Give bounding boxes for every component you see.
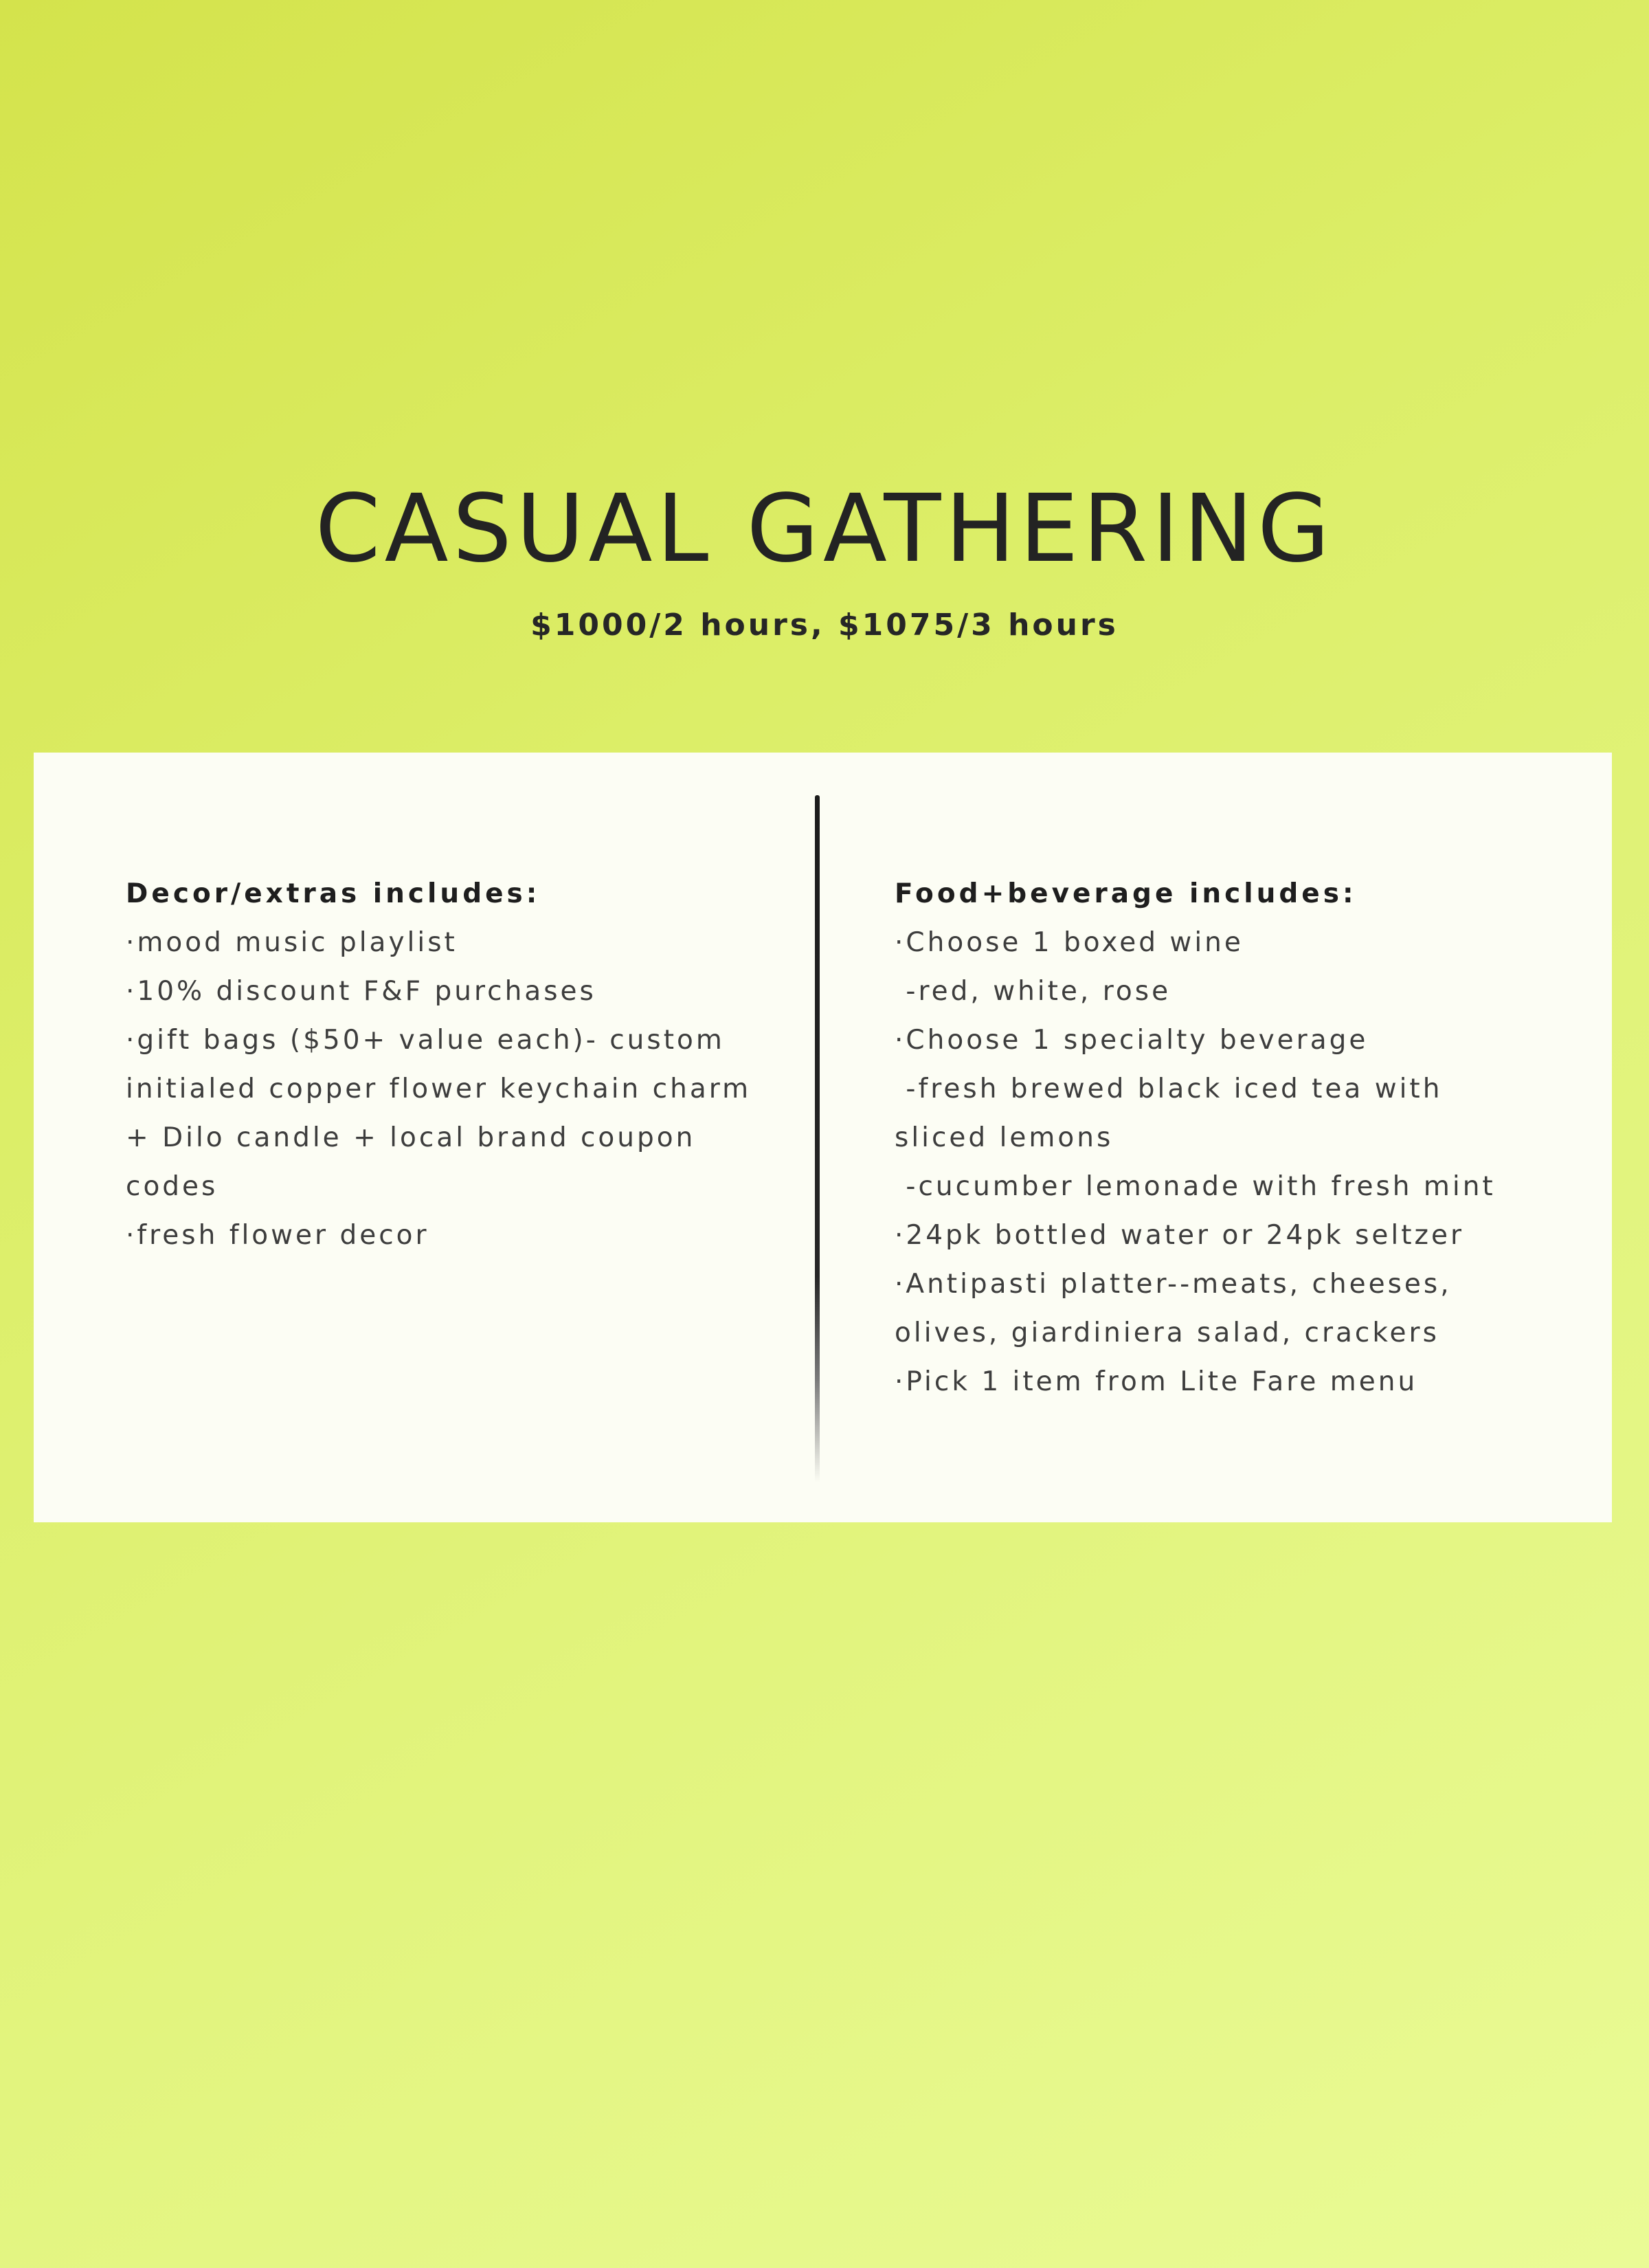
food-line: ·24pk bottled water or 24pk seltzer [895, 1220, 1465, 1251]
decor-line: ·mood music playlist [126, 927, 458, 958]
food-line: -fresh brewed black iced tea with [895, 1074, 1443, 1104]
food-beverage-column [895, 869, 1595, 1406]
food-line: ·Antipasti platter--meats, cheeses, [895, 1269, 1452, 1300]
page-title: CASUAL GATHERING [315, 475, 1334, 583]
food-line: sliced lemons [895, 1122, 1114, 1153]
decor-line: ·10% discount F&F purchases [126, 976, 596, 1007]
decor-line: codes [126, 1171, 218, 1202]
decor-extras-column [126, 869, 785, 1260]
food-line: ·Choose 1 boxed wine [895, 927, 1244, 958]
package-details-card [34, 753, 1612, 1522]
food-line: olives, giardiniera salad, crackers [895, 1318, 1439, 1348]
decor-line: ·gift bags ($50+ value each)- custom [126, 1025, 725, 1056]
food-line: -cucumber lemonade with fresh mint [895, 1171, 1496, 1202]
food-beverage-heading: Food+beverage includes: [895, 878, 1357, 909]
food-line: ·Pick 1 item from Lite Fare menu [895, 1366, 1418, 1397]
decor-extras-heading: Decor/extras includes: [126, 878, 541, 909]
decor-line: + Dilo candle + local brand coupon [126, 1122, 696, 1153]
pricing-subtitle: $1000/2 hours, $1075/3 hours [530, 608, 1119, 643]
food-line: ·Choose 1 specialty beverage [895, 1025, 1369, 1056]
food-line: -red, white, rose [895, 976, 1171, 1007]
decor-line: ·fresh flower decor [126, 1220, 429, 1251]
decor-line: initialed copper flower keychain charm [126, 1074, 752, 1104]
column-divider [815, 795, 820, 1482]
